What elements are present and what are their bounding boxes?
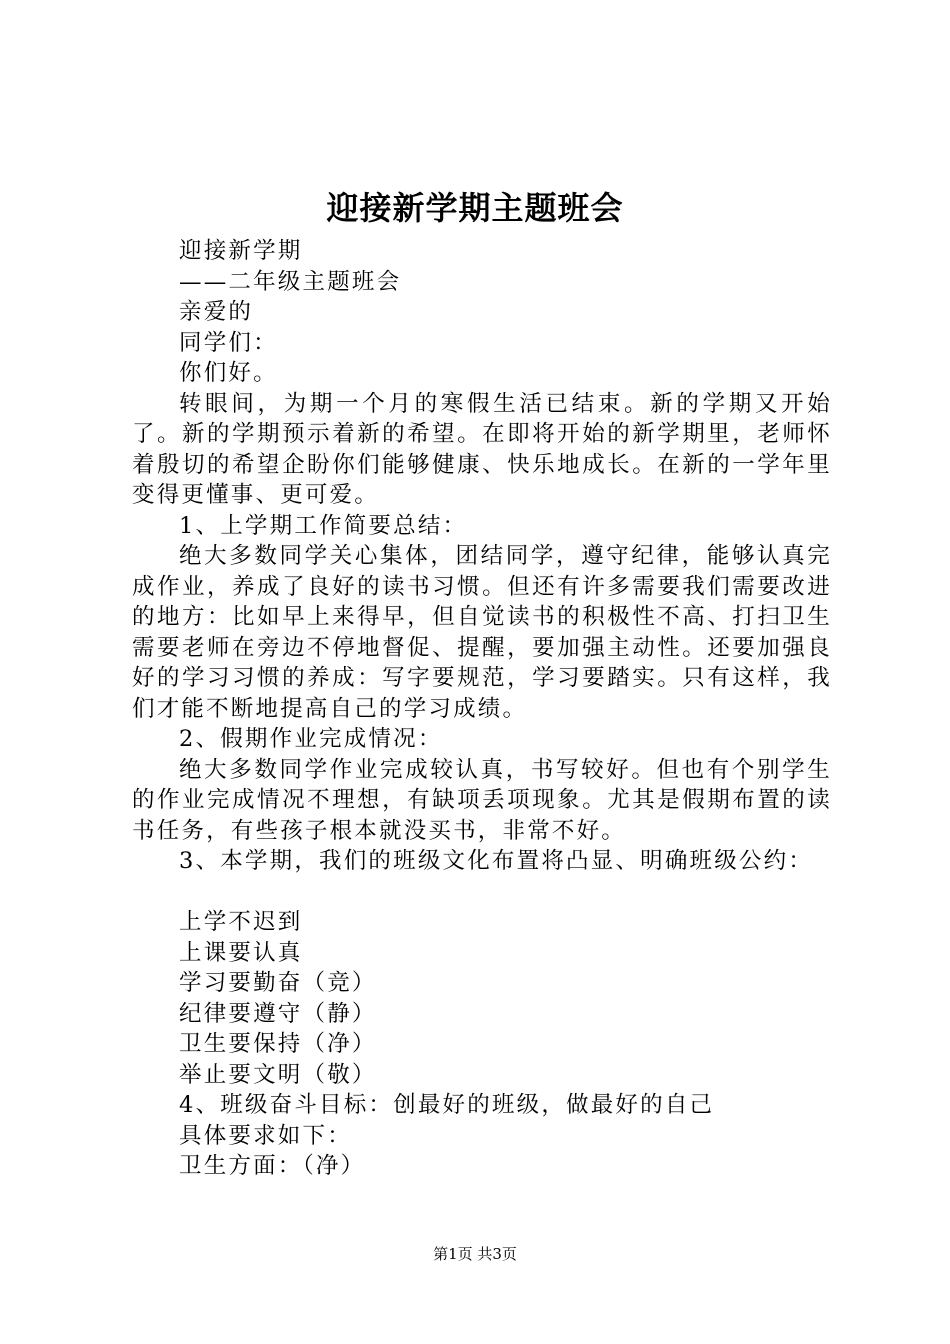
section-heading-3: 3、本学期，我们的班级文化布置将凸显、明确班级公约： <box>179 848 814 874</box>
greeting-line-1: 亲爱的 <box>179 299 254 325</box>
rule-item: 上课要认真 <box>179 939 303 966</box>
greeting-line-2: 同学们： <box>179 329 278 356</box>
section-heading-1: 1、上学期工作简要总结： <box>179 512 468 539</box>
rule-item: 学习要勤奋（竞） <box>179 970 377 996</box>
hygiene-line: 卫生方面：（净） <box>179 1153 366 1179</box>
document-title: 迎接新学期主题班会 <box>326 189 624 227</box>
rule-item: 卫生要保持（净） <box>179 1031 377 1057</box>
document-body <box>132 236 832 1182</box>
blank-line <box>132 877 832 908</box>
section-paragraph-1: 绝大多数同学关心集体，团结同学，遵守纪律，能够认真完成作业，养成了良好的读书习惯。但还有许多需要我们需要改进的地方：比如早上来得早，但自觉读书的积极性不高、打扫卫生需要老师在旁边不停地督促、提醒，要加强主动性。还要加强良好的学习习惯的养成：写字要规范，学习要踏实。只有这样，我们才能不断地提高自己的学习成绩。 <box>132 543 832 722</box>
page-number-footer: 第1页 共3页 <box>433 1245 517 1263</box>
section-paragraph-2: 绝大多数同学作业完成较认真，书写较好。但也有个别学生的作业完成情况不理想，有缺项丢项现象。尤其是假期布置的读书任务，有些孩子根本就没买书，非常不好。 <box>132 756 832 844</box>
rule-item: 举止要文明（敬） <box>179 1061 377 1088</box>
rule-item: 纪律要遵守（静） <box>179 1000 377 1027</box>
rule-item: 上学不迟到 <box>179 909 303 935</box>
subtitle-grade-line: ——二年级主题班会 <box>179 268 402 295</box>
section-heading-4: 4、班级奋斗目标：创最好的班级，做最好的自己 <box>179 1092 715 1118</box>
intro-paragraph: 转眼间，为期一个月的寒假生活已结束。新的学期又开始了。新的学期预示着新的希望。在即将开始的新学期里，老师怀着殷切的希望企盼你们能够健康、快乐地成长。在新的一学年里变得更懂事、更可爱。 <box>132 390 832 508</box>
requirements-line: 具体要求如下： <box>179 1122 352 1149</box>
greeting-line-3: 你们好。 <box>179 360 278 386</box>
section-heading-2: 2、假期作业完成情况： <box>179 726 443 752</box>
subtitle-line: 迎接新学期 <box>179 238 303 264</box>
